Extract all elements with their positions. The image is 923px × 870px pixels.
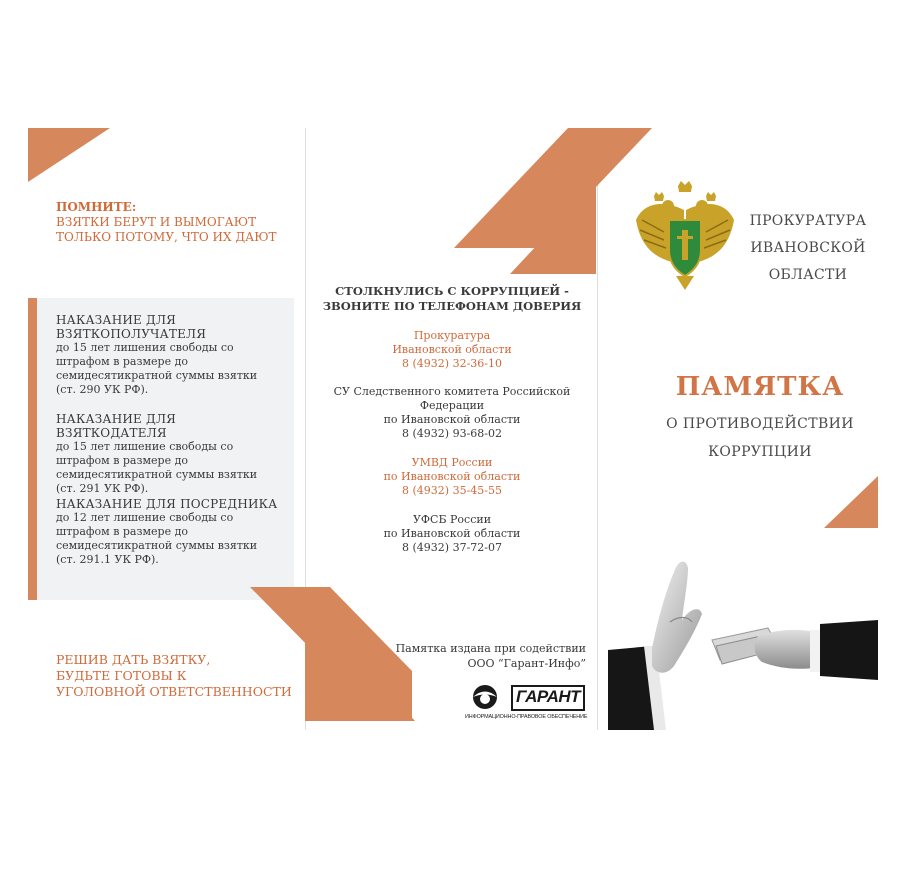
org-line: ОБЛАСТИ — [768, 267, 848, 283]
refusing-bribe-illustration — [608, 550, 878, 730]
punishment-giver — [56, 412, 288, 496]
contact-phone[interactable]: 8 (4932) 93-68-02 — [402, 427, 502, 440]
contact-investigative-committee — [310, 385, 594, 441]
punishment-text: до 15 лет лишение свободы со — [56, 440, 234, 453]
contact-region: по Ивановской области — [383, 527, 521, 540]
punishment-text: семидесятикратной суммы взятки — [56, 468, 258, 481]
punishment-text: семидесятикратной суммы взятки — [56, 539, 258, 552]
punishment-text: семидесятикратной суммы взятки — [56, 369, 258, 382]
punishment-text: штрафом в размере до — [56, 525, 188, 538]
contact-region: по Ивановской области — [383, 413, 521, 426]
garant-logo-text: ГАРАНТ — [511, 685, 585, 711]
punishment-title: НАКАЗАНИЕ ДЛЯ ПОСРЕДНИКА — [56, 497, 278, 511]
punishment-title: НАКАЗАНИЕ ДЛЯ — [56, 313, 177, 327]
contact-name: СУ Следственного комитета Российской — [333, 385, 571, 398]
garant-logo-caption: ИНФОРМАЦИОННО-ПРАВОВОЕ ОБЕСПЕЧЕНИЕ — [465, 714, 588, 720]
punishment-text: (ст. 290 УК РФ). — [56, 383, 149, 396]
punishment-text: до 12 лет лишение свободы со — [56, 511, 234, 524]
garant-logo-icon — [465, 684, 509, 710]
memo-subtitle — [620, 410, 900, 466]
punishment-text: штрафом в размере до — [56, 355, 188, 368]
warning-line: БУДЬТЕ ГОТОВЫ К — [56, 668, 187, 683]
punishment-recipient — [56, 313, 288, 397]
remember-heading: ПОМНИТЕ: — [56, 200, 137, 214]
corner-triangle-decoration-right — [824, 476, 878, 528]
contact-phone[interactable]: 8 (4932) 35-45-55 — [402, 484, 502, 497]
punishment-intermediary — [56, 497, 288, 567]
accent-bar — [28, 298, 37, 600]
memo-subtitle-line: КОРРУПЦИИ — [708, 444, 812, 460]
contact-fsb — [310, 513, 594, 555]
remember-line: ВЗЯТКИ БЕРУТ И ВЫМОГАЮТ — [56, 215, 257, 229]
garant-logo — [465, 684, 587, 724]
contact-prosecutor — [310, 329, 594, 371]
memo-title: ПАМЯТКА — [675, 372, 845, 402]
memo-subtitle-line: О ПРОТИВОДЕЙСТВИИ — [666, 416, 854, 432]
punishment-title: ВЗЯТКОПОЛУЧАТЕЛЯ — [56, 327, 207, 341]
corner-triangle-decoration — [28, 128, 110, 182]
publisher-line: Памятка издана при содействии — [395, 642, 586, 655]
coat-of-arms-icon — [634, 180, 736, 292]
punishment-text: (ст. 291 УК РФ). — [56, 482, 149, 495]
hotline-heading — [310, 284, 594, 314]
publisher-note — [380, 641, 586, 671]
warning-line: УГОЛОВНОЙ ОТВЕТСТВЕННОСТИ — [56, 684, 292, 699]
punishment-text: до 15 лет лишения свободы со — [56, 341, 234, 354]
contact-police — [310, 456, 594, 498]
hotline-heading-line: СТОЛКНУЛИСЬ С КОРРУПЦИЕЙ - — [335, 284, 569, 298]
contact-name: Прокуратура — [413, 329, 491, 342]
org-line: ИВАНОВСКОЙ — [750, 240, 866, 256]
punishment-text: штрафом в размере до — [56, 454, 188, 467]
contact-phone[interactable]: 8 (4932) 37-72-07 — [402, 541, 502, 554]
remember-line: ТОЛЬКО ПОТОМУ, ЧТО ИХ ДАЮТ — [56, 230, 277, 244]
contact-name: УМВД России — [411, 456, 493, 469]
org-line: ПРОКУРАТУРА — [749, 213, 867, 229]
punishment-title: НАКАЗАНИЕ ДЛЯ ВЗЯТКОДАТЕЛЯ — [56, 412, 177, 440]
publisher-line: ООО “Гарант-Инфо” — [467, 657, 586, 670]
top-diagonal-stripe-2 — [466, 182, 596, 274]
organization-name — [738, 208, 878, 289]
hotline-heading-line: ЗВОНИТЕ ПО ТЕЛЕФОНАМ ДОВЕРИЯ — [322, 299, 582, 313]
punishment-text: (ст. 291.1 УК РФ). — [56, 553, 159, 566]
contact-region: Ивановской области — [392, 343, 512, 356]
contact-region: по Ивановской области — [383, 470, 521, 483]
warning-line: РЕШИВ ДАТЬ ВЗЯТКУ, — [56, 652, 211, 667]
contact-name: Федерации — [419, 399, 485, 412]
remember-block — [56, 200, 296, 245]
contact-name: УФСБ России — [412, 513, 492, 526]
contact-phone[interactable]: 8 (4932) 32-36-10 — [402, 357, 502, 370]
